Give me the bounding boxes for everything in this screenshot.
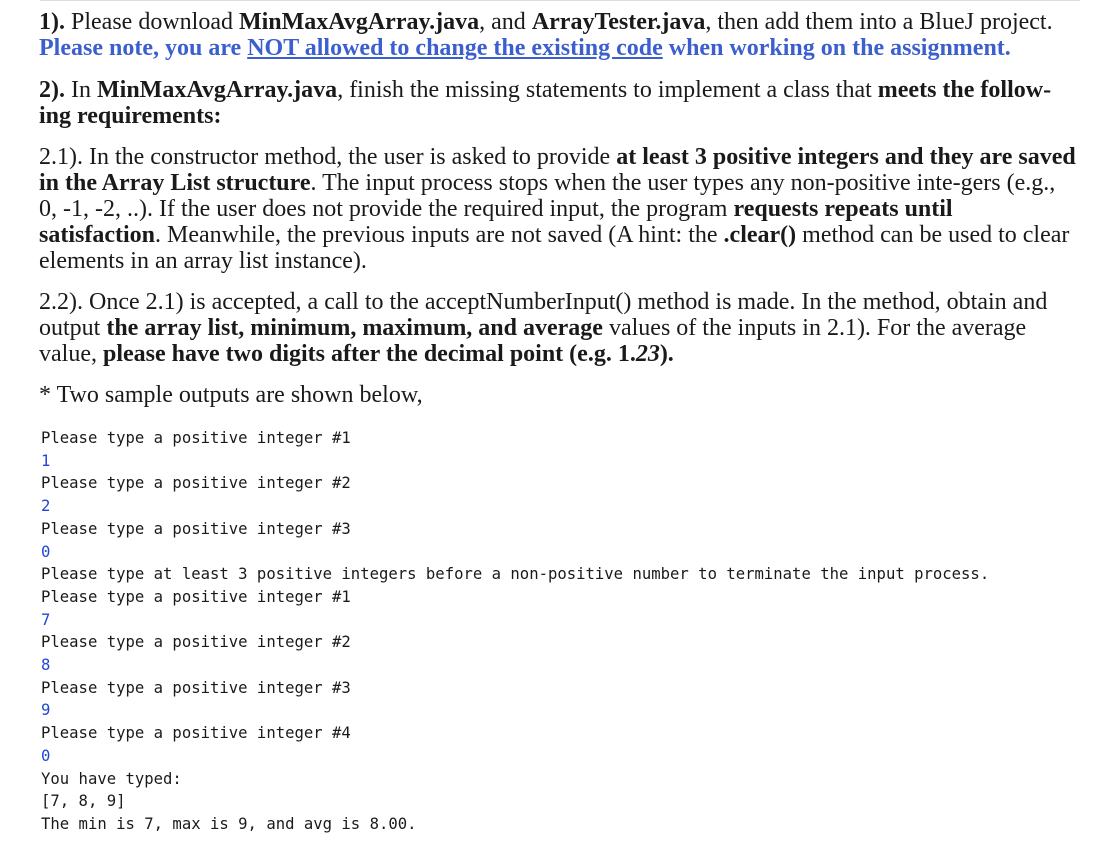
step-number: 2). <box>39 77 65 103</box>
console-user-input: 2 <box>41 497 51 516</box>
console-output-line: Please type a positive integer #3 <box>41 678 351 697</box>
file-name: MinMaxAvgArray.java <box>97 77 338 103</box>
instruction-2-1: 2.1). In the constructor method, the user is asked to provide at least 3 positive integers and they are saved in the Array List structure. The input process stops when the user types any non-positive inte-gers (e.g., 0, -1, -2, ..). If the user does not provide the required input, the program requests repeats until satisfaction. Meanwhile, the previous inputs are not saved (A hint: the .clear() method can be used to clear elements in an array list instance). <box>39 144 1076 274</box>
instruction-1: 1). Please download MinMaxAvgArray.java, and ArrayTester.java, then add them into a BlueJ project. Please note, you are NOT allowed to change the existing code when working on the assignment. <box>39 9 1053 61</box>
sample-console-output <box>41 427 989 836</box>
console-user-input: 0 <box>41 746 51 765</box>
console-output-line: Please type a positive integer #1 <box>41 587 351 606</box>
console-output-line: Please type a positive integer #1 <box>41 429 351 447</box>
console-user-input: 1 <box>41 451 51 470</box>
step-number: 1). <box>39 9 65 35</box>
instruction-2: 2). In MinMaxAvgArray.java, finish the missing statements to implement a class that meets the follow-ing requirements: <box>39 77 1052 129</box>
console-output-line: [7, 8, 9] <box>41 792 126 811</box>
console-user-input: 0 <box>41 542 51 561</box>
requirement-emphasis: meets the follow-ing requirements: <box>39 77 1052 129</box>
console-user-input: 9 <box>41 701 51 720</box>
console-user-input: 8 <box>41 656 51 675</box>
console-output-line: The min is 7, max is 9, and avg is 8.00. <box>41 814 417 833</box>
console-output-line: Please type a positive integer #4 <box>41 724 351 743</box>
console-user-input: 7 <box>41 610 51 629</box>
console-output-line: Please type a positive integer #2 <box>41 474 351 493</box>
console-output-line: You have typed: <box>41 769 182 788</box>
sample-output-intro: * Two sample outputs are shown below, <box>39 382 423 408</box>
console-output-line: Please type at least 3 positive integers before a non-positive number to terminate the input process. <box>41 565 990 584</box>
assignment-document <box>39 9 1079 408</box>
instruction-2-2: 2.2). Once 2.1) is accepted, a call to the acceptNumberInput() method is made. In the method, obtain and output the array list, minimum, maximum, and average values of the inputs in 2.1). For the average value, please have two digits after the decimal point (e.g. 1.23). <box>39 289 1048 367</box>
top-divider <box>40 0 1080 1</box>
console-output-line: Please type a positive integer #2 <box>41 633 351 652</box>
console-output-line: Please type a positive integer #3 <box>41 519 351 538</box>
file-name: ArrayTester.java <box>531 9 706 35</box>
note-warning: Please note, you are NOT allowed to change the existing code when working on the assignment. <box>39 35 1011 61</box>
file-name: MinMaxAvgArray.java <box>238 9 480 35</box>
